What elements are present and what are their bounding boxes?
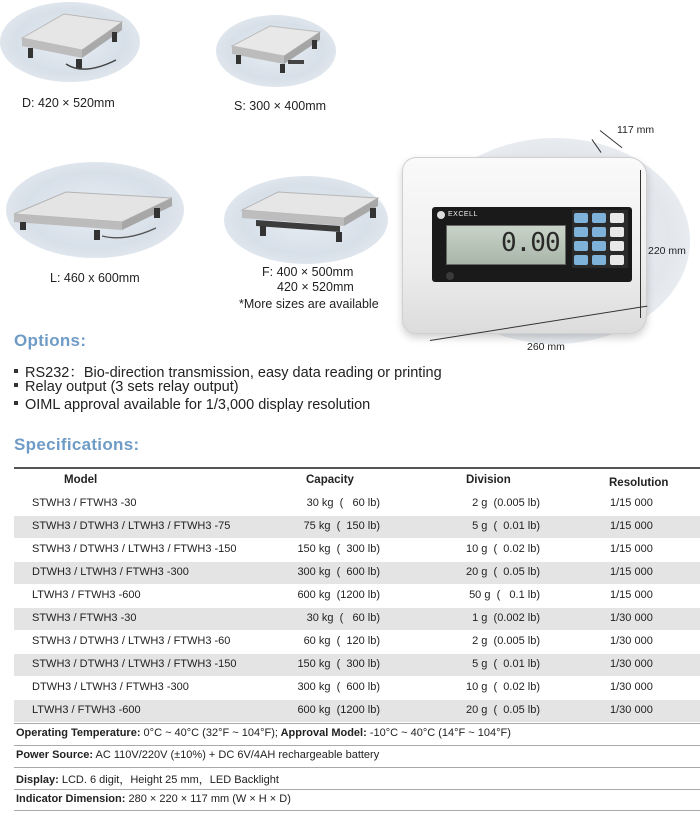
table-row	[14, 631, 700, 653]
platform-f-caption-line1: F: 400 × 500mm	[262, 265, 354, 279]
spec-power-source	[14, 745, 700, 766]
cell-division: 20 g ( 0.05 lb)	[466, 566, 540, 578]
cell-model: LTWH3 / FTWH3 -600	[32, 704, 141, 716]
cell-model: STWH3 / DTWH3 / LTWH3 / FTWH3 -60	[32, 635, 231, 647]
keypad-button-5	[592, 227, 606, 237]
header-resolution: Resolution	[609, 477, 669, 489]
cell-division: 20 g ( 0.05 lb)	[466, 704, 540, 716]
cell-capacity: 30 kg ( 60 lb)	[306, 497, 380, 509]
table-row	[14, 608, 700, 630]
cell-division: 2 g (0.005 lb)	[472, 635, 540, 647]
display-label: Display:	[16, 774, 59, 786]
options-item-2	[14, 379, 239, 395]
dimension-height-label: 220 mm	[648, 245, 686, 257]
options-item-1-text: RS232：Bio-direction transmission, easy data reading or printing	[25, 365, 442, 381]
cell-resolution: 1/15 000	[610, 497, 653, 509]
cell-resolution: 1/30 000	[610, 635, 653, 647]
cell-resolution: 1/30 000	[610, 704, 653, 716]
keypad-button-12	[610, 255, 624, 265]
keypad-button-7	[574, 241, 588, 251]
power-source-value: AC 110V/220V (±10%) + DC 6V/4AH rechargeable battery	[93, 749, 380, 761]
cell-resolution: 1/15 000	[610, 589, 653, 601]
scale-platform-s-image	[222, 18, 332, 88]
cell-division: 10 g ( 0.02 lb)	[466, 681, 540, 693]
cell-model: STWH3 / FTWH3 -30	[32, 612, 137, 624]
cell-model: DTWH3 / LTWH3 / FTWH3 -300	[32, 681, 189, 693]
operating-temperature-label: Operating Temperature:	[16, 727, 141, 739]
indicator-lcd	[446, 225, 566, 265]
spec-operating-temperature	[14, 723, 700, 744]
cell-resolution: 1/30 000	[610, 612, 653, 624]
keypad-button-4	[574, 227, 588, 237]
cell-resolution: 1/30 000	[610, 658, 653, 670]
table-row	[14, 539, 700, 561]
power-source-label: Power Source:	[16, 749, 94, 761]
cell-model: LTWH3 / FTWH3 -600	[32, 589, 141, 601]
lcd-reading: 0.00	[501, 228, 560, 258]
keypad-button-11	[592, 255, 606, 265]
cell-division: 5 g ( 0.01 lb)	[472, 520, 540, 532]
cell-model: STWH3 / DTWH3 / LTWH3 / FTWH3 -150	[32, 658, 237, 670]
keypad-button-3	[610, 213, 624, 223]
indicator-keypad	[572, 210, 628, 268]
scale-platform-l-image	[6, 180, 186, 250]
dimension-width-label: 260 mm	[527, 341, 565, 353]
header-capacity: Capacity	[306, 474, 354, 486]
keypad-button-2	[592, 213, 606, 223]
display-value: LCD. 6 digit，Height 25 mm，LED Backlight	[58, 774, 279, 786]
keypad-button-8	[592, 241, 606, 251]
platform-s-caption: S: 300 × 400mm	[234, 99, 327, 113]
cell-model: STWH3 / DTWH3 / LTWH3 / FTWH3 -150	[32, 543, 237, 555]
cell-division: 50 g ( 0.1 lb)	[469, 589, 540, 601]
keypad-button-6	[610, 227, 624, 237]
spec-display	[14, 767, 700, 788]
keypad-button-9	[610, 241, 624, 251]
cell-model: STWH3 / DTWH3 / LTWH3 / FTWH3 -75	[32, 520, 231, 532]
cell-resolution: 1/15 000	[610, 520, 653, 532]
power-button-icon	[446, 272, 454, 280]
table-row	[14, 677, 700, 699]
cell-capacity: 600 kg (1200 lb)	[297, 589, 380, 601]
cell-division: 5 g ( 0.01 lb)	[472, 658, 540, 670]
specifications-heading: Specifications:	[14, 435, 140, 454]
options-item-3	[14, 397, 370, 413]
table-row	[14, 700, 700, 722]
scale-platform-f-image	[236, 186, 386, 256]
platform-l-caption: L: 460 x 600mm	[50, 271, 140, 285]
table-row	[14, 562, 700, 584]
header-model: Model	[64, 474, 98, 486]
cell-division: 2 g (0.005 lb)	[472, 497, 540, 509]
cell-capacity: 300 kg ( 600 lb)	[297, 681, 380, 693]
indicator-brand: EXCELL	[448, 211, 478, 218]
bullet-icon	[14, 369, 18, 373]
options-heading: Options:	[14, 331, 87, 350]
cell-capacity: 150 kg ( 300 lb)	[297, 543, 380, 555]
indicator-dimension-value: 280 × 220 × 117 mm (W × H × D)	[125, 793, 291, 805]
cell-capacity: 600 kg (1200 lb)	[297, 704, 380, 716]
dimension-line-height	[640, 170, 641, 318]
bullet-icon	[14, 401, 18, 405]
operating-temperature-value: 0°C ~ 40°C (32°F ~ 104°F);	[140, 727, 278, 739]
table-row	[14, 654, 700, 676]
cell-division: 1 g (0.002 lb)	[472, 612, 540, 624]
cell-capacity: 75 kg ( 150 lb)	[303, 520, 380, 532]
indicator-dimension-label: Indicator Dimension:	[16, 793, 126, 805]
cell-resolution: 1/30 000	[610, 681, 653, 693]
cell-resolution: 1/15 000	[610, 543, 653, 555]
cell-capacity: 60 kg ( 120 lb)	[303, 635, 380, 647]
table-row	[14, 516, 700, 538]
platform-f-caption-line2: 420 × 520mm	[277, 280, 354, 294]
table-top-rule	[14, 467, 700, 469]
cell-capacity: 300 kg ( 600 lb)	[297, 566, 380, 578]
brand-logo-icon	[437, 211, 445, 219]
platform-d-caption: D: 420 × 520mm	[22, 96, 115, 110]
keypad-button-10	[574, 255, 588, 265]
options-item-3-text: OIML approval available for 1/3,000 display resolution	[25, 397, 371, 413]
keypad-button-1	[574, 213, 588, 223]
header-division: Division	[466, 474, 511, 486]
spec-indicator-dimension	[14, 789, 700, 811]
approval-model-value: -10°C ~ 40°C (14°F ~ 104°F)	[366, 727, 511, 739]
cell-capacity: 150 kg ( 300 lb)	[297, 658, 380, 670]
scale-platform-d-image	[4, 4, 134, 84]
cell-model: STWH3 / FTWH3 -30	[32, 497, 137, 509]
bullet-icon	[14, 383, 18, 387]
cell-resolution: 1/15 000	[610, 566, 653, 578]
cell-model: DTWH3 / LTWH3 / FTWH3 -300	[32, 566, 189, 578]
dimension-depth-label: 117 mm	[617, 124, 655, 136]
approval-model-label: Approval Model:	[277, 727, 367, 739]
options-item-2-text: Relay output (3 sets relay output)	[25, 379, 239, 395]
table-row	[14, 493, 700, 515]
table-row	[14, 585, 700, 607]
platform-f-caption-note: *More sizes are available	[239, 297, 379, 311]
cell-division: 10 g ( 0.02 lb)	[466, 543, 540, 555]
cell-capacity: 30 kg ( 60 lb)	[306, 612, 380, 624]
